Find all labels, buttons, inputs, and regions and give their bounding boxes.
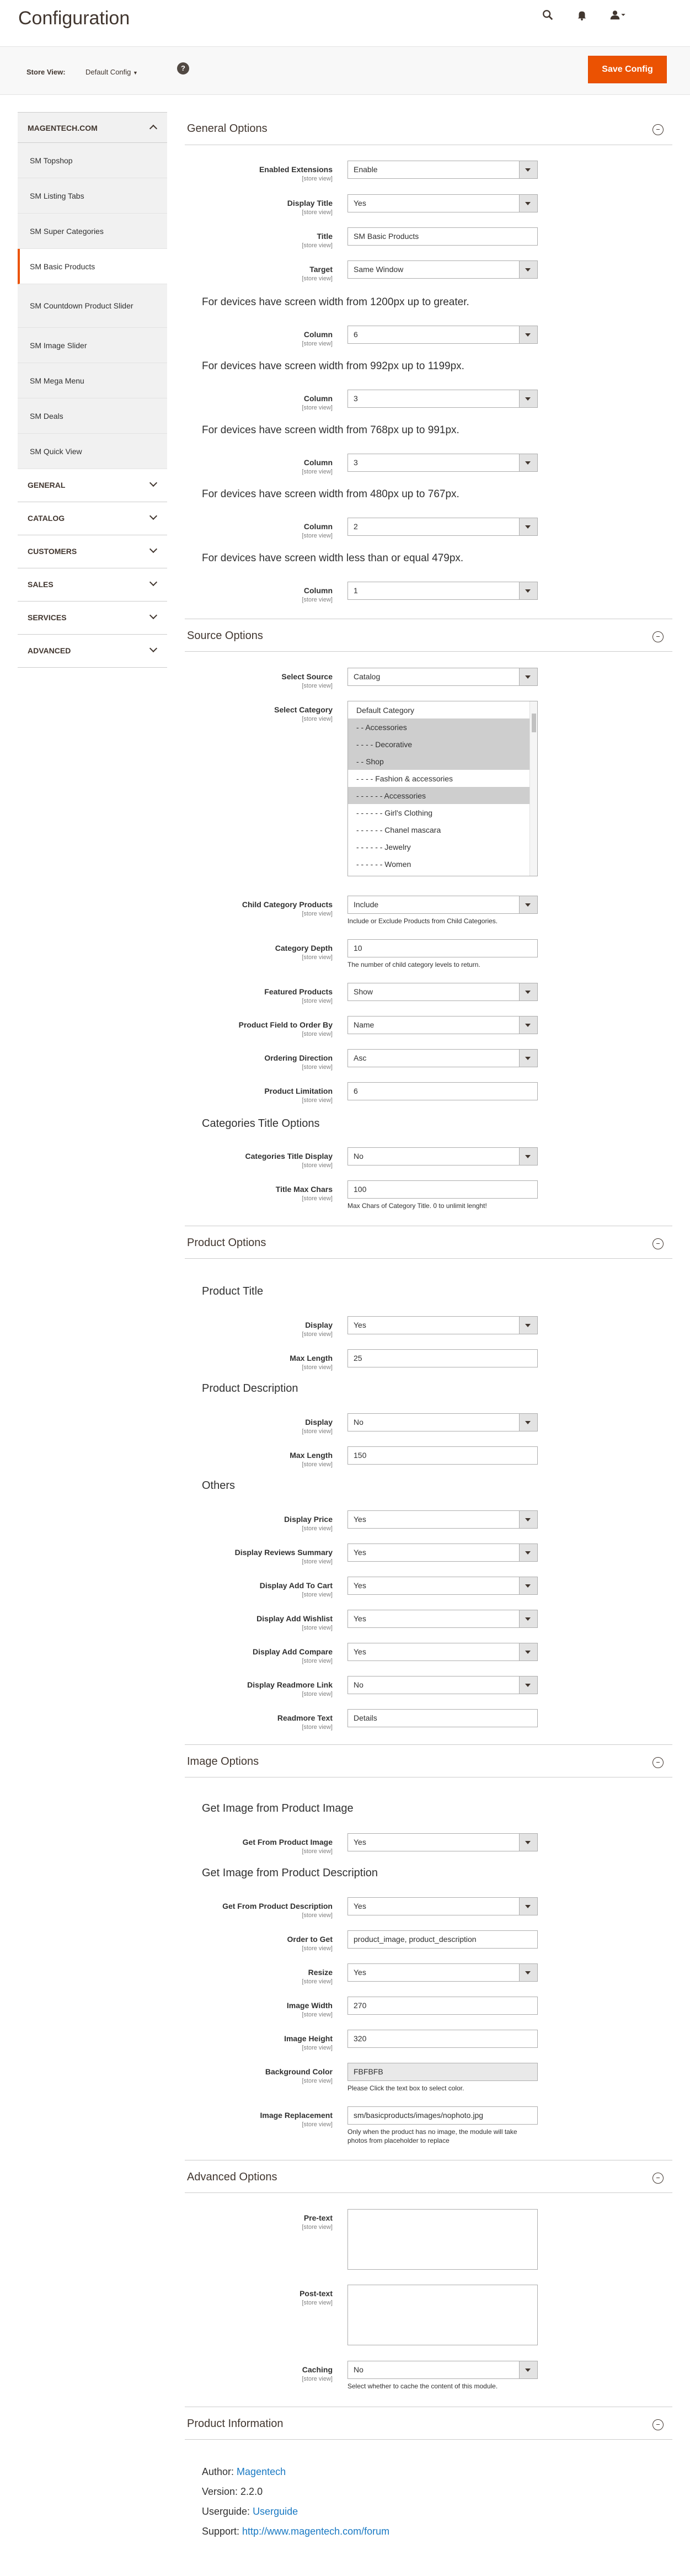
ordering-direction-select[interactable] bbox=[347, 1049, 538, 1067]
field-label: Column bbox=[303, 330, 333, 339]
collapse-icon[interactable] bbox=[652, 2173, 664, 2184]
field-note: Max Chars of Category Title. 0 to unlimit lenght! bbox=[347, 1202, 487, 1210]
scope-label: [store view] bbox=[302, 1691, 333, 1697]
scope-label: [store view] bbox=[302, 1064, 333, 1071]
scope-label: [store view] bbox=[302, 1912, 333, 1919]
caret-down-icon bbox=[525, 168, 531, 172]
select-value: Same Window bbox=[354, 265, 404, 274]
field-label: Column bbox=[303, 522, 333, 531]
general-options-section bbox=[185, 112, 672, 145]
advanced-options-section bbox=[185, 2160, 672, 2193]
caret-down-icon bbox=[525, 1617, 531, 1621]
caret-down-icon bbox=[525, 1651, 531, 1654]
sidebar-section-general[interactable] bbox=[18, 469, 167, 502]
sidebar-section-label: GENERAL bbox=[28, 481, 66, 489]
field-label: Product Field to Order By bbox=[238, 1020, 333, 1029]
scope-label: [store view] bbox=[302, 1558, 333, 1565]
select-value: Name bbox=[354, 1020, 375, 1029]
scope-label: [store view] bbox=[302, 1592, 333, 1598]
scope-label: [store view] bbox=[302, 683, 333, 689]
subsection-heading: Categories Title Options bbox=[202, 1117, 320, 1130]
column-479-select[interactable] bbox=[347, 582, 538, 600]
image-replacement-input[interactable]: sm/basicproducts/images/nophoto.jpg bbox=[347, 2106, 538, 2125]
caret-down-icon bbox=[525, 333, 531, 337]
select-value: Yes bbox=[354, 1838, 366, 1846]
caret-down-icon bbox=[525, 1518, 531, 1521]
caret-down-icon bbox=[525, 1155, 531, 1158]
category-option[interactable]: - - - - - - Chanel mascara bbox=[356, 826, 441, 834]
scope-label: [store view] bbox=[302, 911, 333, 917]
category-option-selected[interactable]: - - - - - - Accessories bbox=[348, 787, 537, 804]
scope-label: [store view] bbox=[302, 1724, 333, 1731]
display-add-wishlist-select[interactable] bbox=[347, 1610, 538, 1628]
field-note: Please Click the text box to select color. bbox=[347, 2084, 464, 2092]
field-label: Select Category bbox=[274, 705, 333, 714]
support-link[interactable]: http://www.magentech.com/forum bbox=[242, 2526, 390, 2537]
field-label: Category Depth bbox=[275, 944, 333, 952]
field-label: Column bbox=[303, 394, 333, 403]
device-heading: For devices have screen width less than or equal 479px. bbox=[202, 552, 464, 564]
product-information-section bbox=[185, 2407, 672, 2440]
field-label: Display bbox=[305, 1418, 333, 1427]
caret-down-icon bbox=[525, 1057, 531, 1060]
field-label: Display Readmore Link bbox=[247, 1680, 333, 1689]
caret-down-icon bbox=[525, 397, 531, 401]
get-from-product-image-select[interactable] bbox=[347, 1833, 538, 1851]
userguide-link[interactable]: Userguide bbox=[253, 2506, 298, 2517]
user-icon[interactable] bbox=[608, 9, 622, 22]
sidebar-section-customers[interactable] bbox=[18, 535, 167, 568]
chevron-down-icon bbox=[149, 578, 157, 586]
field-label: Child Category Products bbox=[242, 900, 333, 909]
caret-down-icon bbox=[525, 1421, 531, 1424]
field-label: Order to Get bbox=[287, 1935, 333, 1944]
info-label: Support: bbox=[202, 2526, 243, 2537]
sidebar-section-label: ADVANCED bbox=[28, 646, 71, 655]
source-options-section bbox=[185, 619, 672, 652]
product-limitation-input[interactable]: 6 bbox=[347, 1082, 538, 1100]
sidebar-section-advanced[interactable] bbox=[18, 635, 167, 668]
scope-label: [store view] bbox=[302, 469, 333, 475]
title-max-chars-input[interactable]: 100 bbox=[347, 1180, 538, 1199]
scope-label: [store view] bbox=[302, 275, 333, 282]
collapse-icon[interactable] bbox=[652, 2419, 664, 2430]
title-max-length-input[interactable]: 25 bbox=[347, 1349, 538, 1367]
sidebar-section-catalog[interactable] bbox=[18, 502, 167, 535]
select-value: Yes bbox=[354, 1647, 366, 1656]
sidebar-item[interactable]: SM Super Categories bbox=[18, 214, 167, 249]
section-title: Advanced Options bbox=[187, 2171, 277, 2183]
sidebar-item[interactable]: SM Quick View bbox=[18, 434, 167, 469]
section-title: General Options bbox=[187, 123, 268, 135]
image-options-section bbox=[185, 1744, 672, 1777]
section-header[interactable] bbox=[185, 1226, 672, 1259]
select-value: Yes bbox=[354, 199, 366, 207]
category-option-selected[interactable]: - - Accessories bbox=[348, 718, 537, 736]
scope-label: [store view] bbox=[302, 1848, 333, 1855]
field-label: Post-text bbox=[299, 2289, 333, 2298]
scope-label: [store view] bbox=[302, 1364, 333, 1371]
field-label: Display Add Wishlist bbox=[256, 1614, 333, 1623]
sidebar-section-label: CUSTOMERS bbox=[28, 547, 77, 556]
title-display-select[interactable] bbox=[347, 1316, 538, 1334]
field-label: Display Title bbox=[287, 199, 333, 207]
scope-label: [store view] bbox=[302, 1525, 333, 1532]
select-value: 6 bbox=[354, 330, 358, 339]
caret-down-icon bbox=[525, 1024, 531, 1027]
select-value: Yes bbox=[354, 1902, 366, 1910]
column-1200-select[interactable] bbox=[347, 326, 538, 344]
store-view-label: Store View: bbox=[26, 68, 66, 76]
field-label: Display Add To Cart bbox=[259, 1581, 333, 1590]
chevron-down-icon bbox=[149, 645, 157, 652]
config-sidebar bbox=[18, 112, 167, 668]
field-label: Ordering Direction bbox=[264, 1053, 333, 1062]
version-value: 2.2.0 bbox=[240, 2486, 263, 2497]
field-label: Target bbox=[309, 265, 333, 274]
caret-down-icon bbox=[525, 675, 531, 679]
display-price-select[interactable] bbox=[347, 1510, 538, 1529]
select-value: No bbox=[354, 1152, 363, 1161]
category-option[interactable]: - - - - Fashion & accessories bbox=[356, 774, 453, 783]
field-label: Categories Title Display bbox=[245, 1152, 333, 1161]
caret-down-icon bbox=[525, 1584, 531, 1588]
select-value: 3 bbox=[354, 458, 358, 467]
scope-label: [store view] bbox=[302, 998, 333, 1004]
info-userguide bbox=[202, 2506, 298, 2518]
caching-select[interactable] bbox=[347, 2361, 538, 2379]
column-768-select[interactable] bbox=[347, 454, 538, 472]
scope-label: [store view] bbox=[302, 597, 333, 603]
caret-down-icon bbox=[525, 2369, 531, 2372]
caret-down-icon bbox=[525, 1551, 531, 1555]
scope-label: [store view] bbox=[302, 954, 333, 961]
field-label: Title Max Chars bbox=[275, 1185, 333, 1194]
field-note: Include or Exclude Products from Child Categories. bbox=[347, 917, 498, 925]
scope-label: [store view] bbox=[302, 2224, 333, 2231]
title-input[interactable]: SM Basic Products bbox=[347, 227, 538, 246]
info-label: Author: bbox=[202, 2466, 237, 2477]
subsection-heading: Get Image from Product Image bbox=[202, 1802, 354, 1814]
sidebar-item[interactable]: SM Deals bbox=[18, 398, 167, 434]
scope-label: [store view] bbox=[302, 2011, 333, 2018]
info-support bbox=[202, 2526, 389, 2537]
caret-down-icon bbox=[525, 525, 531, 529]
scrollbar-thumb[interactable] bbox=[532, 714, 536, 732]
section-header[interactable] bbox=[185, 112, 672, 145]
subsection-heading: Others bbox=[202, 1479, 236, 1492]
category-option[interactable]: - - - - - - Jewelry bbox=[356, 843, 411, 851]
scope-label: [store view] bbox=[302, 533, 333, 539]
section-header[interactable] bbox=[185, 1744, 672, 1777]
product-options-section bbox=[185, 1226, 672, 1259]
chevron-down-icon bbox=[149, 479, 157, 487]
field-label: Column bbox=[303, 458, 333, 467]
sidebar-item[interactable]: SM Image Slider bbox=[18, 328, 167, 363]
chevron-down-icon[interactable] bbox=[621, 9, 626, 22]
scope-label: [store view] bbox=[302, 2376, 333, 2382]
subsection-heading: Get Image from Product Description bbox=[202, 1867, 378, 1879]
image-height-input[interactable]: 320 bbox=[347, 2030, 538, 2048]
device-heading: For devices have screen width from 768px up to 991px. bbox=[202, 424, 459, 436]
order-by-select[interactable] bbox=[347, 1016, 538, 1034]
page-header bbox=[0, 0, 690, 44]
order-to-get-input[interactable]: product_image, product_description bbox=[347, 1930, 538, 1949]
category-multiselect[interactable] bbox=[347, 701, 538, 876]
bell-icon[interactable] bbox=[575, 9, 589, 22]
description-display-select[interactable] bbox=[347, 1413, 538, 1431]
display-add-compare-select[interactable] bbox=[347, 1643, 538, 1661]
field-label: Image Height bbox=[284, 2034, 333, 2043]
section-title: Product Options bbox=[187, 1237, 266, 1249]
device-heading: For devices have screen width from 992px up to 1199px. bbox=[202, 360, 464, 372]
select-value: Yes bbox=[354, 1968, 366, 1977]
enabled-extensions-select[interactable] bbox=[347, 161, 538, 179]
page-title: Configuration bbox=[18, 8, 130, 29]
sidebar-group-magentech[interactable] bbox=[18, 113, 167, 143]
caret-down-icon bbox=[525, 268, 531, 272]
section-title: Source Options bbox=[187, 630, 263, 642]
field-label: Display Price bbox=[284, 1515, 333, 1524]
scope-label: [store view] bbox=[302, 209, 333, 216]
sidebar-item[interactable]: SM Countdown Product Slider bbox=[18, 284, 167, 328]
scope-label: [store view] bbox=[302, 1331, 333, 1338]
sidebar-section-label: CATALOG bbox=[28, 514, 65, 523]
sidebar-item[interactable]: SM Topshop bbox=[18, 143, 167, 178]
category-option[interactable]: - - - - - - Women bbox=[356, 860, 411, 869]
field-label: Display Add Compare bbox=[253, 1647, 333, 1656]
display-add-cart-select[interactable] bbox=[347, 1577, 538, 1595]
field-label: Background Color bbox=[265, 2067, 333, 2076]
target-select[interactable] bbox=[347, 260, 538, 279]
category-option[interactable]: - - - - - - Girl's Clothing bbox=[356, 808, 433, 817]
info-version bbox=[202, 2486, 263, 2498]
scope-label: [store view] bbox=[302, 1625, 333, 1631]
field-label: Display Reviews Summary bbox=[234, 1548, 333, 1557]
subsection-heading: Product Description bbox=[202, 1382, 298, 1395]
background-color-input[interactable]: FBFBFB bbox=[347, 2063, 538, 2081]
sidebar-group-title: MAGENTECH.COM bbox=[28, 124, 98, 132]
info-label: Version: bbox=[202, 2486, 241, 2497]
section-title: Image Options bbox=[187, 1755, 259, 1768]
scrollbar[interactable] bbox=[529, 701, 537, 876]
readmore-text-input[interactable]: Details bbox=[347, 1709, 538, 1727]
scope-label: [store view] bbox=[302, 1031, 333, 1037]
caret-down-icon bbox=[525, 991, 531, 994]
field-note: The number of child category levels to return. bbox=[347, 961, 480, 968]
sidebar-item-active[interactable]: SM Basic Products bbox=[18, 249, 167, 284]
caret-down-icon bbox=[525, 1971, 531, 1974]
field-label: Resize bbox=[308, 1968, 333, 1977]
get-from-description-select[interactable] bbox=[347, 1897, 538, 1915]
caret-down-icon bbox=[525, 1841, 531, 1844]
info-author bbox=[202, 2466, 286, 2478]
post-text-textarea[interactable] bbox=[347, 2285, 538, 2345]
field-label: Display bbox=[305, 1321, 333, 1329]
select-value: Yes bbox=[354, 1548, 366, 1557]
select-value: Yes bbox=[354, 1515, 366, 1524]
save-config-button[interactable]: Save Config bbox=[588, 56, 667, 83]
select-source-select[interactable] bbox=[347, 668, 538, 686]
category-option-selected[interactable]: - - Shop bbox=[348, 753, 537, 770]
sidebar-section-services[interactable] bbox=[18, 602, 167, 635]
scope-label: [store view] bbox=[302, 716, 333, 722]
help-icon[interactable]: ? bbox=[177, 62, 189, 74]
select-value: 1 bbox=[354, 586, 358, 595]
field-label: Pre-text bbox=[303, 2213, 333, 2222]
field-label: Title bbox=[317, 232, 333, 241]
field-label: Select Source bbox=[281, 672, 333, 681]
author-link[interactable]: Magentech bbox=[237, 2466, 286, 2477]
scope-label: [store view] bbox=[302, 2078, 333, 2084]
chevron-up-icon bbox=[149, 125, 157, 132]
column-480-select[interactable] bbox=[347, 518, 538, 536]
scope-label: [store view] bbox=[302, 2045, 333, 2051]
child-category-select[interactable] bbox=[347, 896, 538, 914]
store-view-value: Default Config bbox=[85, 68, 131, 76]
field-label: Featured Products bbox=[264, 987, 333, 996]
subsection-heading: Product Title bbox=[202, 1285, 264, 1297]
display-reviews-select[interactable] bbox=[347, 1544, 538, 1562]
device-heading: For devices have screen width from 480px up to 767px. bbox=[202, 488, 459, 500]
sidebar-item[interactable]: SM Mega Menu bbox=[18, 363, 167, 398]
search-icon[interactable] bbox=[541, 9, 554, 22]
chevron-down-icon bbox=[149, 611, 157, 619]
categories-title-display-select[interactable] bbox=[347, 1147, 538, 1165]
sidebar-section-label: SALES bbox=[28, 580, 54, 589]
field-label: Image Replacement bbox=[260, 2111, 333, 2120]
section-title: Product Information bbox=[187, 2418, 284, 2430]
image-width-input[interactable]: 270 bbox=[347, 1997, 538, 2015]
select-value: Yes bbox=[354, 1321, 366, 1329]
scope-label: [store view] bbox=[302, 405, 333, 411]
sidebar-item[interactable]: SM Listing Tabs bbox=[18, 178, 167, 214]
scope-label: [store view] bbox=[302, 1978, 333, 1985]
caret-down-icon bbox=[525, 903, 531, 907]
select-value: Catalog bbox=[354, 672, 381, 681]
select-value: No bbox=[354, 1418, 363, 1427]
scope-label: [store view] bbox=[302, 1658, 333, 1664]
select-value: 3 bbox=[354, 394, 358, 403]
scope-label: [store view] bbox=[302, 1945, 333, 1952]
select-value: Enable bbox=[354, 165, 378, 174]
display-readmore-select[interactable] bbox=[347, 1676, 538, 1694]
caret-down-icon bbox=[525, 1324, 531, 1327]
scope-label: [store view] bbox=[302, 2300, 333, 2306]
collapse-icon[interactable] bbox=[652, 124, 664, 135]
scope-label: [store view] bbox=[302, 1162, 333, 1169]
select-value: Yes bbox=[354, 1581, 366, 1590]
caret-down-icon bbox=[525, 461, 531, 465]
pre-text-textarea[interactable] bbox=[347, 2209, 538, 2270]
page-actions-bar bbox=[0, 46, 690, 95]
info-label: Userguide: bbox=[202, 2506, 253, 2517]
caret-down-icon: ▼ bbox=[133, 70, 138, 76]
section-header[interactable] bbox=[185, 619, 672, 652]
select-value: Show bbox=[354, 987, 373, 996]
field-label: Caching bbox=[302, 2365, 333, 2374]
store-view-switcher[interactable] bbox=[85, 68, 138, 76]
select-value: Include bbox=[354, 900, 379, 909]
field-label: Enabled Extensions bbox=[259, 165, 333, 174]
field-note: Select whether to cache the content of this module. bbox=[347, 2382, 498, 2390]
field-label: Product Limitation bbox=[264, 1087, 333, 1095]
section-header[interactable] bbox=[185, 2407, 672, 2440]
select-value: No bbox=[354, 1680, 363, 1689]
caret-down-icon bbox=[525, 589, 531, 593]
select-value: Asc bbox=[354, 1053, 367, 1062]
category-option[interactable]: Default Category bbox=[356, 706, 415, 715]
field-note: Only when the product has no image, the module will take photos from placeholder to replace bbox=[347, 2128, 517, 2144]
featured-products-select[interactable] bbox=[347, 983, 538, 1001]
scope-label: [store view] bbox=[302, 242, 333, 249]
caret-down-icon bbox=[525, 202, 531, 205]
field-label: Readmore Text bbox=[277, 1713, 333, 1722]
description-max-length-input[interactable]: 150 bbox=[347, 1446, 538, 1465]
caret-down-icon bbox=[525, 1684, 531, 1687]
field-label: Max Length bbox=[290, 1354, 333, 1362]
collapse-icon[interactable] bbox=[652, 631, 664, 642]
section-header[interactable] bbox=[185, 2160, 672, 2193]
category-option-selected[interactable]: - - - - Decorative bbox=[348, 736, 537, 753]
scope-label: [store view] bbox=[302, 1097, 333, 1104]
chevron-down-icon bbox=[149, 512, 157, 520]
select-value: No bbox=[354, 2365, 363, 2374]
field-label: Get From Product Image bbox=[242, 1838, 333, 1846]
scope-label: [store view] bbox=[302, 175, 333, 182]
device-heading: For devices have screen width from 1200px up to greater. bbox=[202, 296, 469, 308]
column-992-select[interactable] bbox=[347, 390, 538, 408]
chevron-down-icon bbox=[149, 545, 157, 553]
category-depth-input[interactable]: 10 bbox=[347, 939, 538, 957]
field-label: Column bbox=[303, 586, 333, 595]
select-value: 2 bbox=[354, 522, 358, 531]
scope-label: [store view] bbox=[302, 1428, 333, 1435]
collapse-icon[interactable] bbox=[652, 1757, 664, 1768]
scope-label: [store view] bbox=[302, 340, 333, 347]
field-label: Image Width bbox=[286, 2001, 333, 2010]
collapse-icon[interactable] bbox=[652, 1238, 664, 1249]
resize-select[interactable] bbox=[347, 1963, 538, 1982]
caret-down-icon bbox=[525, 1905, 531, 1908]
sidebar-section-label: SERVICES bbox=[28, 613, 67, 622]
scope-label: [store view] bbox=[302, 1195, 333, 1202]
sidebar-section-sales[interactable] bbox=[18, 568, 167, 602]
field-label: Max Length bbox=[290, 1451, 333, 1460]
select-value: Yes bbox=[354, 1614, 366, 1623]
field-label: Get From Product Description bbox=[222, 1902, 333, 1910]
scope-label: [store view] bbox=[302, 1461, 333, 1468]
display-title-select[interactable] bbox=[347, 194, 538, 212]
scope-label: [store view] bbox=[302, 2121, 333, 2128]
